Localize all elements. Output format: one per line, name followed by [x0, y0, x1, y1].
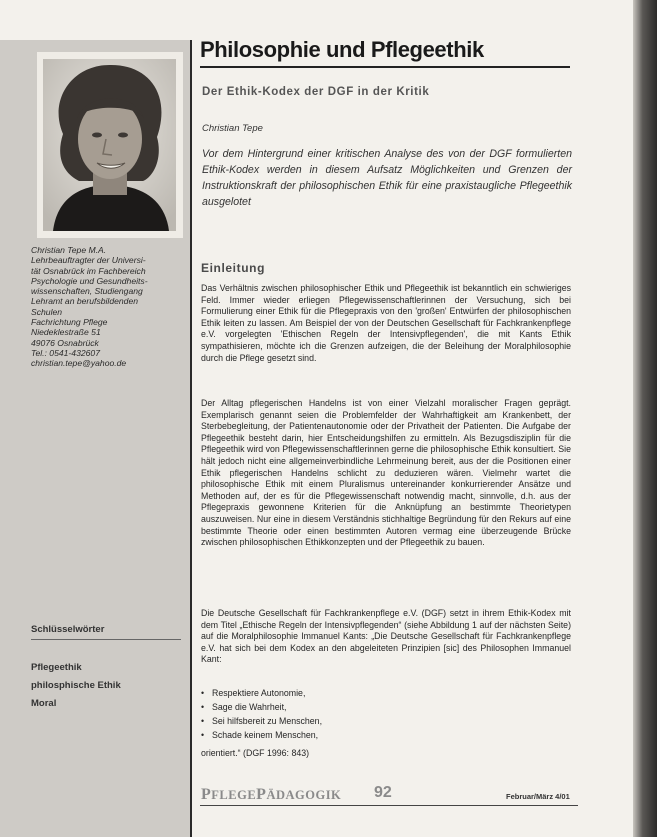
article-author: Christian Tepe — [202, 123, 263, 134]
article-abstract: Vor dem Hintergrund einer kritischen Analyse des von der DGF formulierten Ethik-Kodex werden in diesem Aufsatz Möglichkeiten und Grenzen der Instruktionskraft der philosophischen Ethik für eine praxistaugliche Pflegeethik ausgelotet — [202, 148, 572, 208]
page-number: 92 — [374, 784, 392, 801]
paragraph: Das Verhältnis zwischen philosophischer Ethik und Pflegeethik ist bekanntlich ein schwieriges Feld. Immer wieder erliegen Pflegewissenschaftlerinnen der Versuchung, sich bei Formulierung einer Ethik für die Pflegepraxis von den 'großen' Entwürfen der philosophischen Ethik leiten zu lassen. Am Beispiel der von der Deutschen Gesellschaft für Fachkrankenpflege e.V. vorgelegten 'Ethischen Regeln der Intensivpflegenden', die mit Kants Ethik sympathisieren, möchte ich die Grenzen aufzeigen, die der Beleihung der Moralphilosophie durch die Pflege gesetzt sind. — [201, 283, 571, 363]
keyword: philosphische Ethik — [31, 680, 121, 691]
footer-rule — [200, 805, 578, 806]
author-info-line: Tel.: 0541-432607 — [31, 347, 100, 358]
author-email: christian.tepe@yahoo.de — [31, 358, 127, 369]
section-heading: Einleitung — [201, 261, 265, 275]
column-divider — [190, 40, 192, 837]
author-info-line: Lehramt an berufsbildenden — [31, 296, 139, 307]
journal-word: ÄDAGOGIK — [266, 788, 342, 802]
author-info-line: Psychologie und Gesundheits- — [31, 275, 148, 286]
keywords-rule — [31, 639, 181, 640]
author-info-line: wissenschaften, Studiengang — [31, 286, 143, 297]
author-info-line: Christian Tepe M.A. — [31, 245, 107, 255]
keywords-list — [31, 659, 121, 713]
article-title: Philosophie und Pflegeethik — [200, 37, 484, 62]
issue-label: Februar/März 4/01 — [506, 792, 570, 801]
author-info-line: Lehrbeauftragter der Universi- — [31, 255, 146, 266]
author-info-line: tät Osnabrück im Fachbereich — [31, 265, 146, 276]
keywords-title: Schlüsselwörter — [31, 624, 105, 635]
journal-word: FLEGE — [211, 788, 257, 802]
paragraph-end: orientiert.“ (DGF 1996: 843) — [201, 748, 310, 758]
paragraph: Die Deutsche Gesellschaft für Fachkrankenpflege e.V. (DGF) setzt in ihrem Ethik-Kodex mit dem Titel „Ethische Regeln der Intensivpflegenden“ (siehe Abbildung 1 auf der nächsten Seite) auf die Moralphilosophie Immanuel Kants: „Die Deutsche Gesellschaft für Fachkrankenpflege e.V. hat sich bei dem Kodex an den abgeleiteten Prinzipien [sic] des Philosophen Immanuel Kant: — [201, 608, 571, 665]
scan-page-edge — [633, 0, 657, 837]
keyword: Pflegeethik — [31, 662, 82, 673]
author-info — [31, 245, 181, 369]
author-info-line: Niedeklestraße 51 — [31, 327, 101, 338]
bullet-list — [201, 686, 571, 742]
journal-name — [201, 786, 341, 804]
bullet-item: • Respektiere Autonomie, — [201, 686, 571, 700]
keyword: Moral — [31, 698, 57, 709]
author-info-line: Schulen — [31, 306, 63, 317]
bullet-item: • Sei hilfsbereit zu Menschen, — [201, 714, 571, 728]
author-info-line: 49076 Osnabrück — [31, 337, 99, 348]
journal-initial: P — [201, 786, 212, 803]
author-photo — [43, 59, 176, 231]
article-subtitle: Der Ethik-Kodex der DGF in der Kritik — [202, 86, 430, 98]
bullet-item: • Sage die Wahrheit, — [201, 700, 571, 714]
author-info-line: Fachrichtung Pflege — [31, 317, 108, 328]
paragraph: Der Alltag pflegerischen Handelns ist von einer Vielzahl moralischer Fragen geprägt. Exemplarisch genannt seien die Problemfelder der Wahrhaftigkeit am Krankenbett, der Sterbebegleitung, der Patientenautonomie oder der Privatheit der Patienten. Die Aufgabe der Pflegeethik besteht darin, hier Entscheidungshilfen zu ermitteln. Als Bezugsdisziplin für die Pflegeethik wird von Pflegewissenschaftlerinnen gerne die philosophische Ethik konsultiert. Sie hält jedoch nicht eine allgemeinverbindliche Lehrmeinung bereit, aus der die Positionen einer Ethik pflegerischen Handelns schlicht zu deduzieren wären. Vielmehr wartet die philosophische Ethik mit einem Pluralismus untereinander konkurrierender Ansätze und Methoden auf, der es für die Pflegewissenschaft notwendig macht, sinnvolle, d.h. aus der Pflegepraxis gewonnene Kriterien für die Anknüpfung an bestimmte Theorietypen auszuweisen. Nur eine in diesem Verständnis stichhaltige Begründung für den Rekurs auf eine bestimmte Theorie oder einen bestimmten Autoren vermag eine überzeugende Brücke zwischen philosophischen Ethikkonzepten und der Pflegeethik zu bauen. — [201, 398, 571, 548]
bullet-item: • Schade keinem Menschen, — [201, 728, 571, 742]
title-rule — [200, 66, 570, 68]
journal-initial: P — [256, 786, 267, 803]
